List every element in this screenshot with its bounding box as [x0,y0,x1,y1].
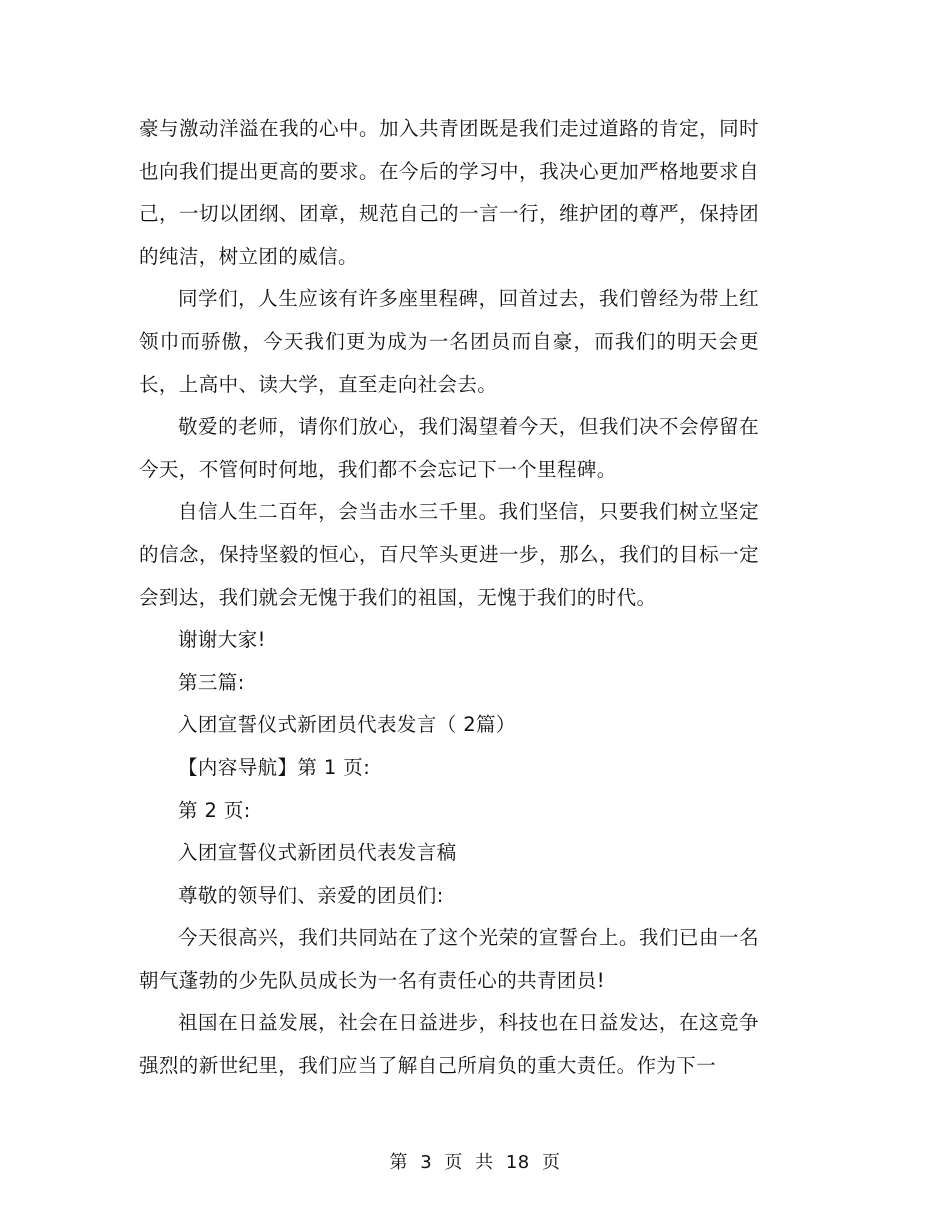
paragraph-1: 豪与激动洋溢在我的心中。加入共青团既是我们走过道路的肯定，同时也向我们提出更高的要求。在今后的学习中，我决心更加严格地要求自己，一切以团纲、团章，规范自己的一言一行，维护团的尊严，保持团的纯洁，树立团的威信。 [139,117,759,268]
paragraph-12: 今天很高兴，我们共同站在了这个光荣的宣誓台上。我们已由一名朝气蓬勃的少先队员成长为一名有责任心的共青团员! [139,926,759,992]
page-reference: 第 2 页: [178,798,251,822]
paragraph-2: 同学们，人生应该有许多座里程碑，回首过去，我们曾经为带上红领巾而骄傲，今天我们更为成为一名团员而自豪，而我们的明天会更长，上高中、读大学，直至走向社会去。 [139,287,759,396]
section-heading: 第三篇: [178,670,245,694]
content-navigation: 【内容导航】第 1 页: [178,755,371,779]
salutation: 尊敬的领导们、亲爱的团员们: [178,883,444,907]
page-footer: 第 3 页 共 18 页 [389,1152,561,1173]
paragraph-5: 谢谢大家! [178,628,266,652]
paragraph-3: 敬爱的老师，请你们放心，我们渴望着今天，但我们决不会停留在今天，不管何时何地，我们都不会忘记下一个里程碑。 [139,415,759,481]
document-body [139,108,759,1088]
paragraph-4: 自信人生二百年，会当击水三千里。我们坚信，只要我们树立坚定的信念，保持坚毅的恒心，百尺竿头更进一步，那么，我们的目标一定会到达，我们就会无愧于我们的祖国，无愧于我们的时代。 [139,500,759,609]
paragraph-13: 祖国在日益发展，社会在日益进步，科技也在日益发达，在这竞争强烈的新世纪里，我们应当了解自己所肩负的重大责任。作为下一 [139,1011,759,1078]
section-title: 入团宣誓仪式新团员代表发言（ 2篇） [178,713,516,737]
speech-title: 入团宣誓仪式新团员代表发言稿 [178,841,457,865]
